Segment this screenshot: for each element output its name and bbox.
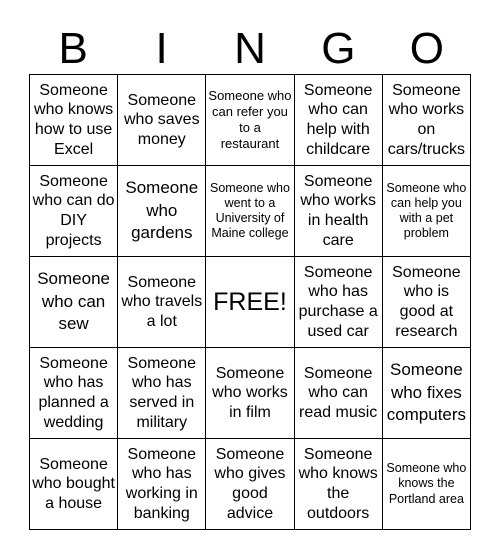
bingo-cell[interactable] [30, 75, 118, 166]
board-row [30, 166, 471, 257]
cell-text: Someone who works in film [212, 364, 288, 421]
board-row [30, 257, 471, 348]
bingo-cell[interactable] [206, 348, 294, 439]
bingo-board [29, 74, 471, 530]
cell-text: Someone who travels a lot [121, 273, 203, 330]
bingo-cell[interactable] [118, 348, 206, 439]
cell-text: Someone who can help you with a pet problem [386, 180, 467, 241]
bingo-cell[interactable] [294, 439, 382, 530]
header-letter-o: O [409, 24, 444, 73]
cell-text: Someone who works in health care [300, 172, 376, 249]
cell-text: Someone who knows the outdoors [298, 445, 378, 522]
bingo-cell[interactable] [294, 75, 382, 166]
board-row [30, 439, 471, 530]
bingo-cell[interactable] [30, 348, 118, 439]
bingo-cell[interactable] [118, 166, 206, 257]
cell-text: Someone who can refer you to a restaurant [208, 88, 292, 151]
bingo-cell[interactable] [30, 166, 118, 257]
bingo-cell[interactable] [382, 257, 470, 348]
free-space-label: FREE! [213, 287, 287, 316]
board-row [30, 348, 471, 439]
cell-text: Someone who went to a University of Maine college [210, 180, 290, 241]
cell-text: Someone who gardens [125, 177, 199, 243]
cell-text: Someone who is good at research [392, 263, 461, 340]
cell-text: Someone who has purchase a used car [298, 263, 378, 340]
cell-text: Someone who has working in banking [125, 445, 198, 522]
bingo-cell[interactable] [382, 439, 470, 530]
bingo-cell[interactable] [206, 439, 294, 530]
cell-text: Someone who can do DIY projects [32, 172, 115, 249]
bingo-cell[interactable] [118, 75, 206, 166]
cell-text: Someone who gives good advice [214, 445, 286, 522]
bingo-cell[interactable] [294, 348, 382, 439]
cell-text: Someone who has planned a wedding [38, 354, 109, 431]
bingo-cell[interactable] [382, 166, 470, 257]
cell-text: Someone who has served in military [127, 354, 197, 431]
free-space[interactable] [206, 257, 294, 348]
bingo-header [29, 24, 471, 74]
bingo-cell[interactable] [118, 439, 206, 530]
cell-text: Someone who bought a house [32, 455, 115, 512]
board-row [30, 75, 471, 166]
cell-text: Someone who works on cars/trucks [387, 81, 466, 158]
bingo-cell[interactable] [294, 166, 382, 257]
bingo-cell[interactable] [382, 75, 470, 166]
bingo-cell[interactable] [206, 166, 294, 257]
cell-text: Someone who saves money [123, 91, 200, 148]
bingo-cell[interactable] [294, 257, 382, 348]
bingo-cell[interactable] [118, 257, 206, 348]
header-letter-n: N [234, 24, 266, 73]
header-letter-i: I [155, 24, 168, 73]
bingo-cell[interactable] [382, 348, 470, 439]
bingo-cell[interactable] [206, 75, 294, 166]
cell-text: Someone who fixes computers [386, 359, 467, 425]
cell-text: Someone who knows the Portland area [386, 461, 467, 506]
cell-text: Someone who can help with childcare [303, 81, 373, 158]
cell-text: Someone who knows how to use Excel [34, 81, 114, 158]
header-letter-g: G [321, 24, 356, 73]
bingo-cell[interactable] [30, 439, 118, 530]
header-letter-b: B [58, 24, 88, 73]
cell-text: Someone who can read music [299, 364, 378, 421]
cell-text: Someone who can sew [37, 268, 110, 334]
bingo-cell[interactable] [30, 257, 118, 348]
